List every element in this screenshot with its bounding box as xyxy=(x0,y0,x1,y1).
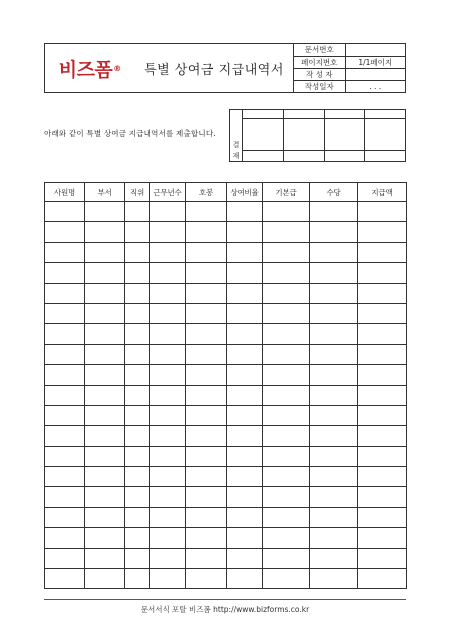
table-cell[interactable] xyxy=(85,548,125,568)
table-cell[interactable] xyxy=(85,487,125,507)
table-cell[interactable] xyxy=(358,548,407,568)
table-cell[interactable] xyxy=(150,569,186,589)
table-row xyxy=(45,365,407,385)
column-header: 직위 xyxy=(125,183,150,202)
table-cell[interactable] xyxy=(263,242,310,262)
table-cell[interactable] xyxy=(186,467,227,487)
meta-value-page-number[interactable]: 1/1페이지 xyxy=(345,56,405,68)
table-cell[interactable] xyxy=(125,324,150,344)
approval-title-cell[interactable] xyxy=(365,110,406,119)
table-cell[interactable] xyxy=(186,528,227,548)
table-cell[interactable] xyxy=(85,242,125,262)
table-cell[interactable] xyxy=(85,202,125,222)
approval-date-cell[interactable] xyxy=(365,151,406,162)
registered-mark: ® xyxy=(113,63,122,73)
table-cell[interactable] xyxy=(358,507,407,527)
table-cell[interactable] xyxy=(85,263,125,283)
table-cell[interactable] xyxy=(227,528,263,548)
table-row xyxy=(45,344,407,364)
table-cell[interactable] xyxy=(358,385,407,405)
submission-statement: 아래와 같이 특별 상여금 지급내역서를 제출합니다. xyxy=(44,129,216,138)
footer-text: 문서서식 포탈 비즈폼 http://www.bizforms.co.kr xyxy=(140,605,310,614)
table-cell[interactable] xyxy=(125,569,150,589)
table-cell[interactable] xyxy=(85,344,125,364)
table-cell[interactable] xyxy=(263,548,310,568)
table-cell[interactable] xyxy=(150,446,186,466)
table-cell[interactable] xyxy=(85,385,125,405)
table-row xyxy=(45,303,407,323)
table-cell[interactable] xyxy=(263,303,310,323)
table-cell[interactable] xyxy=(227,222,263,242)
table-row xyxy=(45,548,407,568)
table-cell[interactable] xyxy=(358,569,407,589)
table-cell[interactable] xyxy=(263,365,310,385)
table-cell[interactable] xyxy=(358,303,407,323)
table-cell[interactable] xyxy=(227,426,263,446)
table-cell[interactable] xyxy=(358,467,407,487)
table-cell[interactable] xyxy=(186,344,227,364)
table-cell[interactable] xyxy=(263,446,310,466)
table-cell[interactable] xyxy=(227,283,263,303)
table-cell[interactable] xyxy=(358,528,407,548)
table-cell[interactable] xyxy=(263,467,310,487)
table-cell[interactable] xyxy=(227,405,263,425)
column-header: 지급액 xyxy=(358,183,407,202)
table-cell[interactable] xyxy=(227,507,263,527)
table-cell[interactable] xyxy=(150,365,186,385)
table-cell[interactable] xyxy=(45,426,85,446)
table-cell[interactable] xyxy=(45,507,85,527)
table-cell[interactable] xyxy=(263,405,310,425)
table-cell[interactable] xyxy=(227,344,263,364)
table-cell[interactable] xyxy=(310,528,358,548)
table-cell[interactable] xyxy=(125,528,150,548)
column-header: 사원명 xyxy=(45,183,85,202)
table-cell[interactable] xyxy=(45,569,85,589)
table-cell[interactable] xyxy=(150,202,186,222)
table-cell[interactable] xyxy=(45,283,85,303)
table-cell[interactable] xyxy=(358,283,407,303)
approval-date-cell[interactable] xyxy=(283,151,324,162)
meta-label-doc-number: 문서번호 xyxy=(294,44,345,56)
table-cell[interactable] xyxy=(45,487,85,507)
table-cell[interactable] xyxy=(263,487,310,507)
table-cell[interactable] xyxy=(85,405,125,425)
column-header: 수당 xyxy=(310,183,358,202)
table-cell[interactable] xyxy=(150,467,186,487)
table-cell[interactable] xyxy=(125,385,150,405)
table-cell[interactable] xyxy=(310,446,358,466)
table-row xyxy=(45,507,407,527)
table-row xyxy=(45,242,407,262)
table-cell[interactable] xyxy=(85,507,125,527)
table-cell[interactable] xyxy=(310,242,358,262)
table-cell[interactable] xyxy=(150,344,186,364)
bonus-table xyxy=(44,182,407,589)
table-cell[interactable] xyxy=(358,222,407,242)
meta-label-date: 작성일자 xyxy=(304,81,334,91)
table-cell[interactable] xyxy=(263,324,310,344)
approval-label-1-text: 결 xyxy=(232,141,240,149)
column-header: 기본급 xyxy=(263,183,310,202)
table-cell[interactable] xyxy=(358,344,407,364)
table-cell[interactable] xyxy=(125,303,150,323)
table-cell[interactable] xyxy=(358,446,407,466)
table-row xyxy=(45,202,407,222)
table-cell[interactable] xyxy=(186,324,227,344)
column-header: 근무년수 xyxy=(150,183,186,202)
table-cell[interactable] xyxy=(186,548,227,568)
approval-sign-cell[interactable] xyxy=(324,119,365,151)
table-cell[interactable] xyxy=(310,569,358,589)
table-cell[interactable] xyxy=(125,405,150,425)
table-cell[interactable] xyxy=(263,202,310,222)
logo-text: 비즈폼 xyxy=(58,58,113,81)
table-cell[interactable] xyxy=(358,426,407,446)
table-cell[interactable] xyxy=(85,283,125,303)
table-cell[interactable] xyxy=(85,365,125,385)
table-header-row xyxy=(45,183,407,202)
table-cell[interactable] xyxy=(186,569,227,589)
table-cell[interactable] xyxy=(263,507,310,527)
approval-sign-cell[interactable] xyxy=(365,119,406,151)
table-cell[interactable] xyxy=(358,324,407,344)
column-header: 상여비율 xyxy=(227,183,263,202)
table-row xyxy=(45,426,407,446)
table-cell[interactable] xyxy=(310,507,358,527)
table-cell[interactable] xyxy=(186,385,227,405)
table-cell[interactable] xyxy=(358,487,407,507)
table-cell[interactable] xyxy=(227,569,263,589)
table-cell[interactable] xyxy=(85,426,125,446)
table-row xyxy=(45,263,407,283)
table-cell[interactable] xyxy=(125,344,150,364)
table-cell[interactable] xyxy=(263,426,310,446)
table-cell[interactable] xyxy=(125,446,150,466)
table-cell[interactable] xyxy=(125,426,150,446)
table-cell[interactable] xyxy=(45,242,85,262)
table-cell[interactable] xyxy=(186,426,227,446)
table-cell[interactable] xyxy=(125,202,150,222)
table-cell[interactable] xyxy=(150,405,186,425)
table-cell[interactable] xyxy=(310,222,358,242)
table-cell[interactable] xyxy=(310,344,358,364)
table-cell[interactable] xyxy=(186,263,227,283)
table-cell[interactable] xyxy=(310,365,358,385)
table-cell[interactable] xyxy=(85,324,125,344)
table-cell[interactable] xyxy=(186,365,227,385)
table-cell[interactable] xyxy=(310,405,358,425)
table-cell[interactable] xyxy=(45,385,85,405)
table-cell[interactable] xyxy=(150,283,186,303)
table-cell[interactable] xyxy=(310,385,358,405)
table-cell[interactable] xyxy=(227,487,263,507)
table-cell[interactable] xyxy=(125,283,150,303)
table-cell[interactable] xyxy=(85,569,125,589)
table-cell[interactable] xyxy=(310,263,358,283)
table-cell[interactable] xyxy=(310,487,358,507)
table-cell[interactable] xyxy=(150,263,186,283)
table-cell[interactable] xyxy=(150,507,186,527)
table-cell[interactable] xyxy=(45,202,85,222)
table-cell[interactable] xyxy=(186,487,227,507)
table-cell[interactable] xyxy=(150,548,186,568)
table-cell[interactable] xyxy=(227,548,263,568)
table-row xyxy=(45,405,407,425)
table-cell[interactable] xyxy=(186,405,227,425)
table-cell[interactable] xyxy=(150,385,186,405)
approval-title-cell[interactable] xyxy=(324,110,365,119)
table-cell[interactable] xyxy=(358,242,407,262)
meta-label-page-number: 페이지번호 xyxy=(294,56,345,68)
table-cell[interactable] xyxy=(358,263,407,283)
table-cell[interactable] xyxy=(358,405,407,425)
table-cell[interactable] xyxy=(85,446,125,466)
table-row xyxy=(45,569,407,589)
table-cell[interactable] xyxy=(310,303,358,323)
approval-sign-cell[interactable] xyxy=(283,119,324,151)
table-cell[interactable] xyxy=(227,446,263,466)
table-row xyxy=(45,324,407,344)
approval-label-2-text: 재 xyxy=(232,152,240,160)
table-cell[interactable] xyxy=(263,283,310,303)
table-cell[interactable] xyxy=(45,446,85,466)
table-cell[interactable] xyxy=(310,467,358,487)
table-cell[interactable] xyxy=(45,344,85,364)
table-cell[interactable] xyxy=(186,202,227,222)
table-cell[interactable] xyxy=(358,365,407,385)
table-cell[interactable] xyxy=(45,222,85,242)
meta-label-author: 작 성 자 xyxy=(294,68,345,80)
column-header: 호봉 xyxy=(186,183,227,202)
table-cell[interactable] xyxy=(85,222,125,242)
table-row xyxy=(45,283,407,303)
document-header xyxy=(44,43,406,93)
meta-value-date[interactable]: . . . xyxy=(345,80,405,92)
table-cell[interactable] xyxy=(45,365,85,385)
table-cell[interactable] xyxy=(125,487,150,507)
footer-divider xyxy=(44,599,406,600)
table-cell[interactable] xyxy=(125,222,150,242)
table-cell[interactable] xyxy=(125,263,150,283)
table-cell[interactable] xyxy=(186,242,227,262)
table-cell[interactable] xyxy=(45,405,85,425)
table-cell[interactable] xyxy=(85,528,125,548)
table-cell[interactable] xyxy=(45,303,85,323)
table-cell[interactable] xyxy=(310,283,358,303)
table-cell[interactable] xyxy=(227,202,263,222)
approval-label-1 xyxy=(230,110,243,151)
table-cell[interactable] xyxy=(186,222,227,242)
table-cell[interactable] xyxy=(227,303,263,323)
table-cell[interactable] xyxy=(310,426,358,446)
document-meta xyxy=(293,44,405,92)
table-cell[interactable] xyxy=(263,344,310,364)
meta-value-doc-number[interactable] xyxy=(345,44,405,56)
table-cell[interactable] xyxy=(263,528,310,548)
table-cell[interactable] xyxy=(186,283,227,303)
approval-date-cell[interactable] xyxy=(243,151,284,162)
table-cell[interactable] xyxy=(186,507,227,527)
table-row xyxy=(45,446,407,466)
table-cell[interactable] xyxy=(227,242,263,262)
table-cell[interactable] xyxy=(125,242,150,262)
table-cell[interactable] xyxy=(310,324,358,344)
table-cell[interactable] xyxy=(150,324,186,344)
approval-date-cell[interactable] xyxy=(324,151,365,162)
approval-title-cell[interactable] xyxy=(243,110,284,119)
table-cell[interactable] xyxy=(227,263,263,283)
table-cell[interactable] xyxy=(45,528,85,548)
table-cell[interactable] xyxy=(227,365,263,385)
table-cell[interactable] xyxy=(45,263,85,283)
table-cell[interactable] xyxy=(85,303,125,323)
document-title: 특별 상여금 지급내역서 xyxy=(144,62,284,78)
logo xyxy=(45,44,135,92)
approval-label-2 xyxy=(230,151,243,162)
table-row xyxy=(45,467,407,487)
table-cell[interactable] xyxy=(125,467,150,487)
table-cell[interactable] xyxy=(85,467,125,487)
column-header: 부서 xyxy=(85,183,125,202)
table-cell[interactable] xyxy=(227,467,263,487)
approval-title-cell[interactable] xyxy=(283,110,324,119)
table-cell[interactable] xyxy=(310,548,358,568)
table-cell[interactable] xyxy=(125,365,150,385)
table-cell[interactable] xyxy=(186,446,227,466)
table-cell[interactable] xyxy=(263,263,310,283)
table-cell[interactable] xyxy=(150,303,186,323)
table-cell[interactable] xyxy=(125,507,150,527)
table-cell[interactable] xyxy=(263,222,310,242)
table-cell[interactable] xyxy=(263,569,310,589)
table-row xyxy=(45,222,407,242)
table-cell[interactable] xyxy=(358,202,407,222)
table-body xyxy=(45,202,407,589)
approval-sign-cell[interactable] xyxy=(243,119,284,151)
table-cell[interactable] xyxy=(45,548,85,568)
table-cell[interactable] xyxy=(45,467,85,487)
table-row xyxy=(45,385,407,405)
table-row xyxy=(45,528,407,548)
table-cell[interactable] xyxy=(263,385,310,405)
table-cell[interactable] xyxy=(45,324,85,344)
table-cell[interactable] xyxy=(150,222,186,242)
table-cell[interactable] xyxy=(125,548,150,568)
table-row xyxy=(45,487,407,507)
meta-value-author[interactable] xyxy=(345,68,405,80)
table-cell[interactable] xyxy=(227,324,263,344)
table-cell[interactable] xyxy=(186,303,227,323)
table-cell[interactable] xyxy=(310,202,358,222)
table-cell[interactable] xyxy=(150,242,186,262)
table-cell[interactable] xyxy=(227,385,263,405)
table-cell[interactable] xyxy=(150,426,186,446)
approval-box xyxy=(229,109,406,162)
table-cell[interactable] xyxy=(150,487,186,507)
table-cell[interactable] xyxy=(150,528,186,548)
